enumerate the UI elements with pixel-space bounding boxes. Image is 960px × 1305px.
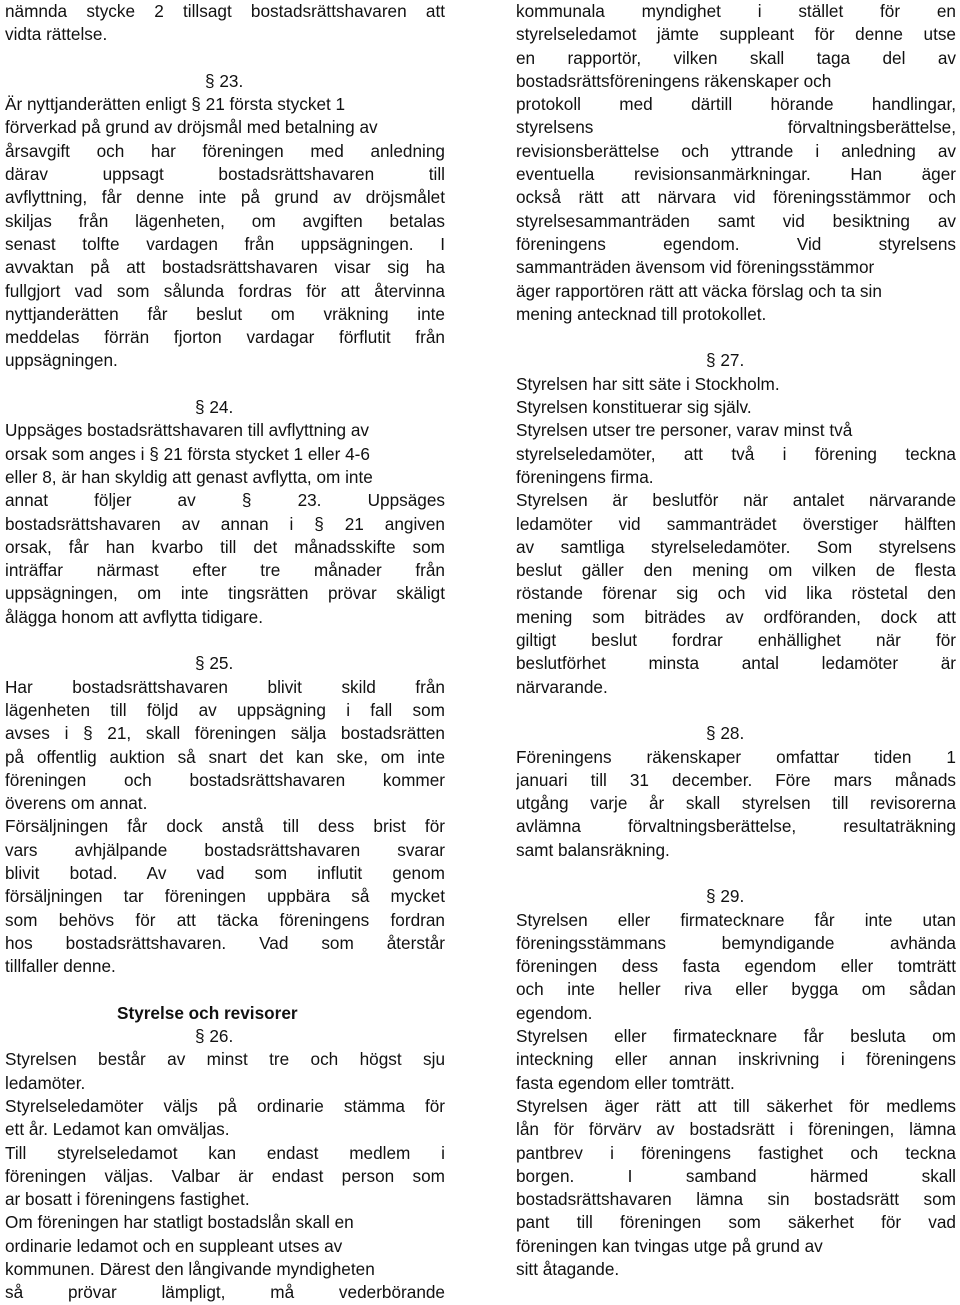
section-number: § 23. [205, 70, 244, 91]
text-line: giltigt beslut fordrar enhällighet när för [516, 630, 956, 651]
section-number: § 28. [706, 723, 745, 744]
text-line: pantbrev i föreningens fastighet och teckna [516, 1142, 956, 1163]
paragraph-gap [5, 373, 445, 396]
text-line: Styrelsen består av minst tre och högst sju [5, 1049, 445, 1070]
text-line: avses i § 21, skall föreningen sälja bostadsrätten [5, 723, 445, 744]
text-line: borgen. I samband härmed skall [516, 1165, 956, 1186]
paragraph-gap [516, 326, 956, 349]
text-line: Styrelsen eller firmatecknare får inte utan [516, 909, 956, 930]
text-line: försäljningen tar föreningen uppbära så mycket [5, 886, 445, 907]
text-line: därav uppsagt bostadsrättshavaren till [5, 164, 445, 185]
text-line: årsavgift och har föreningen med anledning [5, 140, 445, 161]
text-line: Styrelseledamöter väljs på ordinarie stämma för [5, 1095, 445, 1116]
text-line: styrelseledamot jämte suppleant för denne utse [516, 24, 956, 45]
text-line: fasta egendom eller tomträtt. [516, 1072, 735, 1093]
text-line: ar bosatt i föreningens fastighet. [5, 1189, 250, 1210]
text-line: hos bostadsrättshavaren. Vad som återstår [5, 932, 445, 953]
text-line: annat följer av § 23. Uppsäges [5, 490, 445, 511]
text-line: senast tolfte vardagen från uppsägningen. I [5, 233, 445, 254]
text-line: egendom. [516, 1002, 593, 1023]
text-line: ledamöter. [5, 1072, 86, 1093]
text-line: som behövs för att täcka föreningens fordran [5, 909, 445, 930]
text-line: revisionsberättelse och yttrande i anledning av [516, 140, 956, 161]
text-line: och inte heller riva eller bygga om sådan [516, 979, 956, 1000]
text-line: bostadsrättshavaren av annan i § 21 angiven [5, 513, 445, 534]
text-line: styrelsesammanträden samt vid besiktning av [516, 210, 956, 231]
paragraph-gap [5, 47, 445, 70]
text-line: Till styrelseledamot kan endast medlem i [5, 1142, 445, 1163]
text-line: inteckning eller annan inskrivning i föreningens [516, 1049, 956, 1070]
text-line: Har bostadsrättshavaren blivit skild från [5, 676, 445, 697]
text-line: ålägga honom att avflytta tidigare. [5, 606, 263, 627]
text-line: av samtliga styrelseledamöter. Som styrelsens [516, 536, 956, 557]
text-line: förverkad på grund av dröjsmål med betalning av [5, 117, 378, 138]
text-line: föreningen dess fasta egendom eller tomträtt [516, 956, 956, 977]
text-line: Försäljningen får dock anstå till dess brist för [5, 816, 445, 837]
text-line: ett år. Ledamot kan omväljas. [5, 1119, 230, 1140]
text-line: föreningsstämmans bemyndigande avhända [516, 932, 956, 953]
text-line: röstande förenar sig och vid lika röstetal den [516, 583, 956, 604]
text-line: bostadsrättsföreningens räkenskaper och [516, 70, 832, 91]
text-line: bostadsrättshavaren lämna sin bostadsrätt som [516, 1189, 956, 1210]
text-line: utgång varje år skall styrelsen till revisorerna [516, 793, 956, 814]
section-number: § 29. [706, 886, 745, 907]
text-line: styrelsens förvaltningsberättelse, [516, 117, 956, 138]
section-number: § 26. [195, 1026, 234, 1047]
text-line: mening som biträdes av ordföranden, dock att [516, 606, 956, 627]
text-line: ordinarie ledamot och en suppleant utses av [5, 1235, 343, 1256]
text-line: fullgjort vad som sålunda fordras för att återvinna [5, 280, 445, 301]
section-number: § 27. [706, 350, 745, 371]
right-text-column [516, 0, 956, 1281]
text-line: avflyttning, får denne inte på grund av dröjsmålet [5, 187, 445, 208]
text-line: styrelseledamöter, att två i förening teckna [516, 443, 956, 464]
text-line: uppsägningen. [5, 350, 118, 371]
section-heading: Styrelse och revisorer [117, 1002, 298, 1023]
text-line: eller 8, är han skyldig att genast avflytta, om inte [5, 466, 373, 487]
text-line: närvarande. [516, 676, 608, 697]
text-line: protokoll med därtill hörande handlingar, [516, 94, 956, 115]
text-line: nyttjanderätten får beslut om vräkning inte [5, 303, 445, 324]
text-line: föreningen och bostadsrättshavaren kommer [5, 769, 445, 790]
text-line: sammanträden ävensom vid föreningsstämmor [516, 257, 875, 278]
text-line: eventuella revisionsanmärkningar. Han äger [516, 164, 956, 185]
text-line: en rapportör, vilken skall taga del av [516, 47, 956, 68]
text-line: orsak, får han kvarbo till det månadsskifte som [5, 536, 445, 557]
text-line: avvaktan på att bostadsrättshavaren visar sig ha [5, 257, 445, 278]
text-line: Är nyttjanderätten enligt § 21 första stycket 1 [5, 94, 346, 115]
text-line: föreningen kan tvingas utge på grund av [516, 1235, 823, 1256]
text-line: överens om annat. [5, 793, 148, 814]
text-line: beslutförhet minsta antal ledamöter är [516, 653, 956, 674]
text-line: samt balansräkning. [516, 839, 670, 860]
text-line: inträffar närmast efter tre månader från [5, 560, 445, 581]
text-line: också rätt att närvara vid föreningsstämmor och [516, 187, 956, 208]
text-line: Styrelsen är beslutför när antalet närvarande [516, 490, 956, 511]
text-line: pant till föreningen som säkerhet för vad [516, 1212, 956, 1233]
text-line: avlämna förvaltningsberättelse, resultaträkning [516, 816, 956, 837]
text-line: Uppsäges bostadsrättshavaren till avflyttning av [5, 420, 370, 441]
paragraph-gap [5, 629, 445, 652]
text-line: meddelas förrän fjorton vardagar förflutit från [5, 327, 445, 348]
text-line: januari till 31 december. Före mars månads [516, 769, 956, 790]
text-line: föreningen väljas. Valbar är endast person som [5, 1165, 445, 1186]
text-line: äger rapportören rätt att väcka förslag och ta sin [516, 280, 882, 301]
text-line: Styrelsen utser tre personer, varav minst två [516, 420, 853, 441]
paragraph-gap [516, 699, 956, 722]
text-line: sitt åtagande. [516, 1259, 620, 1280]
text-line: Om föreningen har statligt bostadslån skall en [5, 1212, 354, 1233]
text-line: så prövar lämpligt, må vederbörande [5, 1282, 445, 1303]
left-text-column [5, 0, 445, 1305]
paragraph-gap [516, 862, 956, 885]
text-line: vars avhjälpande bostadsrättshavaren svarar [5, 839, 445, 860]
text-line: nämnda stycke 2 tillsagt bostadsrättshavaren att [5, 1, 445, 21]
text-line: mening antecknad till protokollet. [516, 303, 767, 324]
text-line: föreningens firma. [516, 466, 654, 487]
text-line: Föreningens räkenskaper omfattar tiden 1 [516, 746, 956, 767]
text-line: vidta rättelse. [5, 24, 108, 45]
paragraph-gap [5, 978, 445, 1001]
text-line: lägenheten till följd av uppsägning i fall som [5, 699, 445, 720]
text-line: blivit botad. Av vad som influtit genom [5, 862, 445, 883]
text-line: beslut gäller den mening om vilken de flesta [516, 560, 956, 581]
text-line: Styrelsen konstituerar sig själv. [516, 397, 752, 418]
text-line: Styrelsen äger rätt att till säkerhet för medlems [516, 1095, 956, 1116]
text-line: Styrelsen har sitt säte i Stockholm. [516, 373, 780, 394]
text-line: kommunala myndighet i stället för en [516, 1, 956, 21]
text-line: uppsägningen, om inte tingsrätten prövar skäligt [5, 583, 445, 604]
text-line: tillfaller denne. [5, 956, 116, 977]
text-line: lån för förvärv av bostadsrätt i föreningen, lämna [516, 1119, 956, 1140]
section-number: § 25. [195, 653, 234, 674]
text-line: skiljas från lägenheten, om avgiften betalas [5, 210, 445, 231]
text-line: Styrelsen eller firmatecknare får besluta om [516, 1026, 956, 1047]
text-line: ledamöter vid sammanträdet överstiger hälften [516, 513, 956, 534]
section-number: § 24. [195, 397, 234, 418]
text-line: på offentlig auktion så snart det kan ske, om inte [5, 746, 445, 767]
text-line: kommunen. Därest den långivande myndigheten [5, 1259, 375, 1280]
text-line: föreningens egendom. Vid styrelsens [516, 233, 956, 254]
text-line: orsak som anges i § 21 första stycket 1 eller 4-6 [5, 443, 370, 464]
